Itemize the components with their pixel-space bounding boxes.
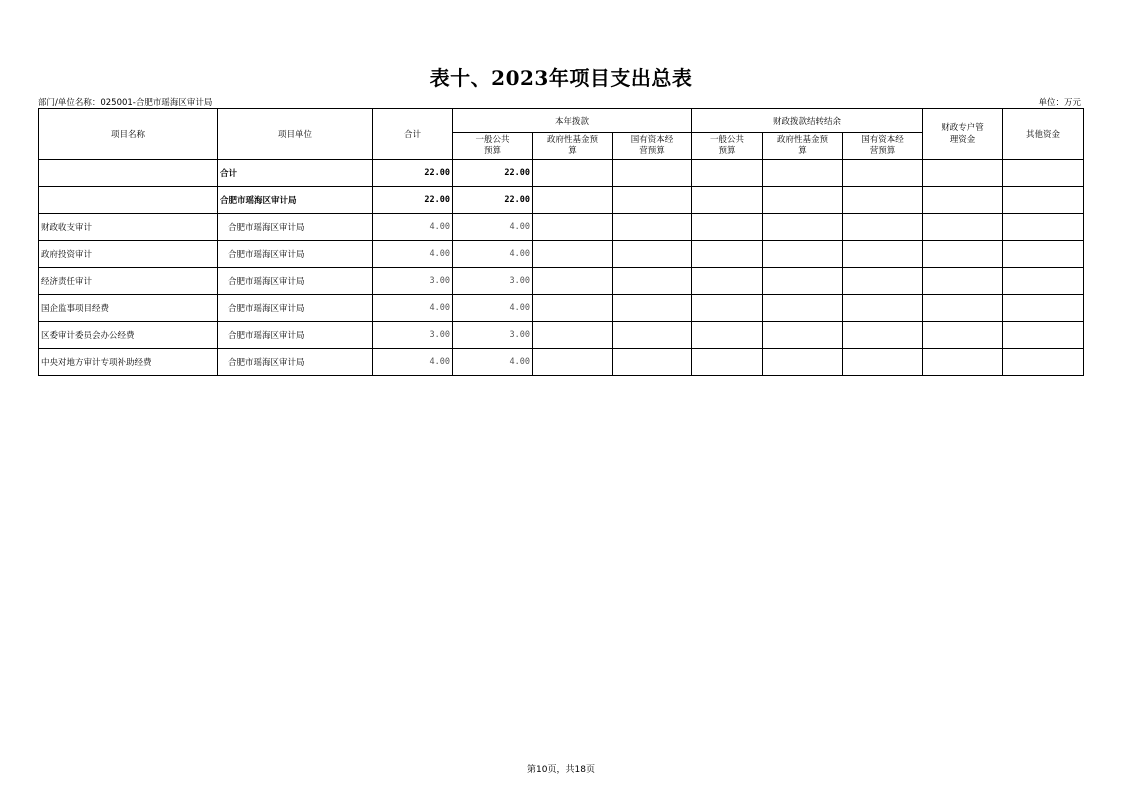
cell-project-unit: 合肥市瑶海区审计局 <box>218 187 373 214</box>
cell-other-fund <box>1003 295 1084 322</box>
cell-project-name <box>39 160 218 187</box>
cell-carry-state-capital-budget <box>843 241 923 268</box>
cell-other-fund <box>1003 187 1084 214</box>
cell-special-fund <box>923 349 1003 376</box>
cell-state-capital-budget <box>613 349 692 376</box>
cell-general-budget: 22.00 <box>453 187 533 214</box>
cell-other-fund <box>1003 160 1084 187</box>
table-row <box>39 322 1084 349</box>
cell-carry-general-budget <box>692 295 763 322</box>
cell-general-budget: 3.00 <box>453 322 533 349</box>
cell-gov-fund-budget <box>533 160 613 187</box>
cell-project-name: 国企监事项目经费 <box>39 295 218 322</box>
header-carry-gov-fund-budget: 政府性基金预算 <box>763 133 843 160</box>
cell-carry-state-capital-budget <box>843 160 923 187</box>
table-row <box>39 241 1084 268</box>
header-current-year-allocation: 本年拨款 <box>453 109 692 133</box>
department-label: 部门/单位名称：025001-合肥市瑶海区审计局 <box>38 98 213 108</box>
cell-state-capital-budget <box>613 322 692 349</box>
table-row <box>39 295 1084 322</box>
cell-gov-fund-budget <box>533 295 613 322</box>
cell-project-name: 财政收支审计 <box>39 214 218 241</box>
cell-total: 22.00 <box>373 187 453 214</box>
cell-carry-general-budget <box>692 349 763 376</box>
cell-other-fund <box>1003 214 1084 241</box>
cell-gov-fund-budget <box>533 322 613 349</box>
cell-carry-gov-fund-budget <box>763 160 843 187</box>
header-carryover: 财政拨款结转结余 <box>692 109 923 133</box>
cell-total: 4.00 <box>373 241 453 268</box>
cell-project-unit: 合肥市瑶海区审计局 <box>218 268 373 295</box>
cell-carry-gov-fund-budget <box>763 241 843 268</box>
cell-carry-general-budget <box>692 268 763 295</box>
header-special-fund: 财政专户管理资金 <box>923 109 1003 160</box>
cell-carry-gov-fund-budget <box>763 349 843 376</box>
cell-state-capital-budget <box>613 214 692 241</box>
cell-carry-state-capital-budget <box>843 295 923 322</box>
cell-project-unit: 合肥市瑶海区审计局 <box>218 295 373 322</box>
cell-total: 4.00 <box>373 214 453 241</box>
header-row-1 <box>39 109 1084 133</box>
cell-project-name: 政府投资审计 <box>39 241 218 268</box>
cell-carry-gov-fund-budget <box>763 295 843 322</box>
cell-total: 3.00 <box>373 322 453 349</box>
table-row <box>39 214 1084 241</box>
header-general-budget: 一般公共预算 <box>453 133 533 160</box>
table-body <box>39 160 1084 376</box>
cell-carry-gov-fund-budget <box>763 268 843 295</box>
cell-carry-general-budget <box>692 160 763 187</box>
cell-special-fund <box>923 160 1003 187</box>
cell-project-name: 中央对地方审计专项补助经费 <box>39 349 218 376</box>
cell-general-budget: 3.00 <box>453 268 533 295</box>
header-gov-fund-budget: 政府性基金预算 <box>533 133 613 160</box>
header-state-capital-budget: 国有资本经营预算 <box>613 133 692 160</box>
cell-other-fund <box>1003 241 1084 268</box>
cell-project-name: 经济责任审计 <box>39 268 218 295</box>
cell-project-unit: 合肥市瑶海区审计局 <box>218 241 373 268</box>
table-row <box>39 349 1084 376</box>
cell-carry-state-capital-budget <box>843 268 923 295</box>
header-total: 合计 <box>373 109 453 160</box>
cell-total: 4.00 <box>373 349 453 376</box>
cell-special-fund <box>923 295 1003 322</box>
cell-project-name <box>39 187 218 214</box>
cell-project-unit: 合肥市瑶海区审计局 <box>218 349 373 376</box>
cell-carry-general-budget <box>692 322 763 349</box>
cell-project-unit: 合肥市瑶海区审计局 <box>218 214 373 241</box>
cell-carry-general-budget <box>692 187 763 214</box>
cell-project-unit: 合肥市瑶海区审计局 <box>218 322 373 349</box>
cell-carry-general-budget <box>692 214 763 241</box>
table-row <box>39 160 1084 187</box>
cell-gov-fund-budget <box>533 241 613 268</box>
cell-gov-fund-budget <box>533 187 613 214</box>
cell-special-fund <box>923 241 1003 268</box>
cell-carry-state-capital-budget <box>843 214 923 241</box>
cell-carry-general-budget <box>692 241 763 268</box>
cell-state-capital-budget <box>613 295 692 322</box>
cell-state-capital-budget <box>613 268 692 295</box>
header-project-name: 项目名称 <box>39 109 218 160</box>
cell-state-capital-budget <box>613 241 692 268</box>
cell-other-fund <box>1003 349 1084 376</box>
cell-carry-state-capital-budget <box>843 187 923 214</box>
header-other-fund: 其他资金 <box>1003 109 1084 160</box>
cell-other-fund <box>1003 322 1084 349</box>
cell-special-fund <box>923 214 1003 241</box>
cell-project-unit: 合计 <box>218 160 373 187</box>
cell-general-budget: 4.00 <box>453 241 533 268</box>
project-expenditure-table <box>38 108 1084 376</box>
cell-state-capital-budget <box>613 160 692 187</box>
cell-gov-fund-budget <box>533 214 613 241</box>
table-row <box>39 187 1084 214</box>
cell-general-budget: 4.00 <box>453 214 533 241</box>
cell-special-fund <box>923 268 1003 295</box>
cell-special-fund <box>923 322 1003 349</box>
cell-state-capital-budget <box>613 187 692 214</box>
cell-carry-state-capital-budget <box>843 322 923 349</box>
cell-special-fund <box>923 187 1003 214</box>
cell-gov-fund-budget <box>533 268 613 295</box>
cell-project-name: 区委审计委员会办公经费 <box>39 322 218 349</box>
cell-general-budget: 4.00 <box>453 349 533 376</box>
cell-gov-fund-budget <box>533 349 613 376</box>
header-project-unit: 项目单位 <box>218 109 373 160</box>
header-carry-state-capital-budget: 国有资本经营预算 <box>843 133 923 160</box>
cell-carry-gov-fund-budget <box>763 214 843 241</box>
cell-general-budget: 4.00 <box>453 295 533 322</box>
header-carry-general-budget: 一般公共预算 <box>692 133 763 160</box>
cell-carry-gov-fund-budget <box>763 322 843 349</box>
cell-carry-state-capital-budget <box>843 349 923 376</box>
cell-other-fund <box>1003 268 1084 295</box>
cell-total: 3.00 <box>373 268 453 295</box>
unit-label: 单位：万元 <box>1038 98 1081 108</box>
cell-carry-gov-fund-budget <box>763 187 843 214</box>
cell-general-budget: 22.00 <box>453 160 533 187</box>
cell-total: 22.00 <box>373 160 453 187</box>
page-title: 表十、2023年项目支出总表 <box>429 66 693 90</box>
cell-total: 4.00 <box>373 295 453 322</box>
page-footer: 第10页，共18页 <box>527 765 595 775</box>
table-row <box>39 268 1084 295</box>
